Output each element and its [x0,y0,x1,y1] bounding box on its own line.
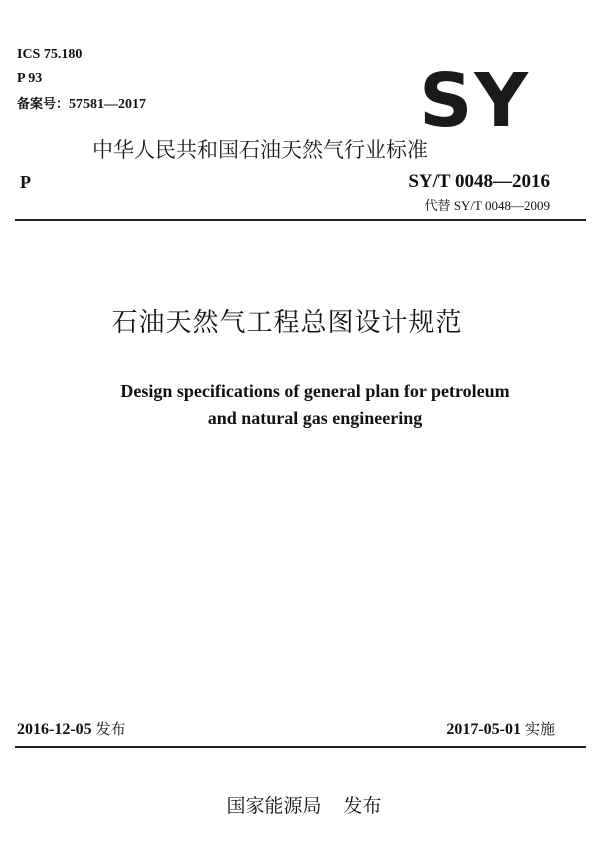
bottom-divider [15,746,586,748]
top-divider [15,219,586,221]
filing-number [17,97,146,113]
industry-standard-title: 中华人民共和国石油天然气行业标准 [92,138,428,162]
replaces-number: SY/T 0048—2009 [453,198,550,213]
issue-date-value: 2016-12-05 [17,721,92,738]
standard-number: SY/T 0048—2016 [408,171,550,192]
filing-number-value: 57581—2017 [69,97,147,112]
replaces-label: 代替 [424,199,451,214]
implementation-date [446,719,555,740]
classification-letter: P [20,172,31,192]
issue-label: 发布 [95,720,126,738]
publisher-name: 国家能源局 [226,795,322,817]
sy-logo: SY [419,58,530,144]
ccs-code: P 93 [17,71,43,86]
replaces-note [425,198,550,215]
filing-label: 备案号： [17,97,70,112]
document-title-cn: 石油天然气工程总图设计规范 [111,308,463,338]
document-title-en [0,378,600,432]
title-en-line-1: Design specifications of general plan for petroleum [120,381,510,401]
publisher-action: 发布 [343,795,382,817]
implement-date-value: 2017-05-01 [446,721,521,738]
issue-date [17,719,126,740]
ics-code: ICS 75.180 [17,47,83,62]
publisher [0,794,600,818]
implement-label: 实施 [524,720,555,738]
title-en-line-2: and natural gas engineering [207,408,423,428]
